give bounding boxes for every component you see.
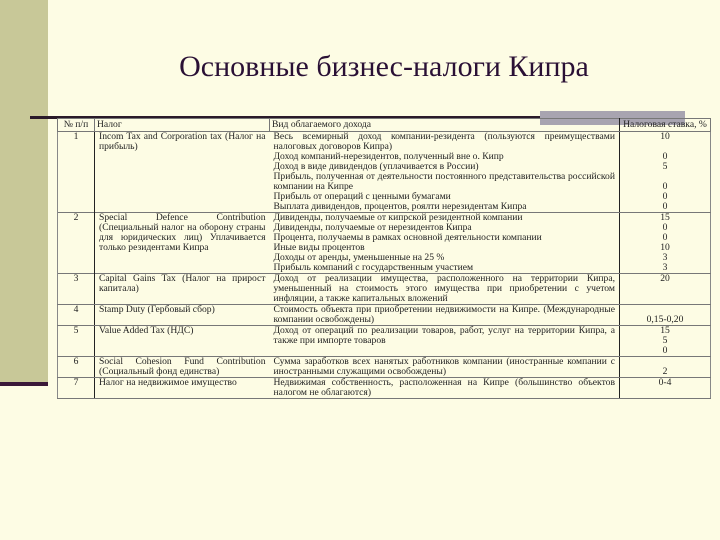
income-type: Выплата дивидендов, процентов, роялти нерезидентам Кипра [270, 202, 620, 213]
tax-rate: 10 [620, 132, 711, 153]
page-title: Основные бизнес-налоги Кипра [179, 50, 589, 83]
income-type: Доход компаний-нерезидентов, полученный вне о. Кипр [270, 152, 620, 162]
header-num: № п/п [58, 119, 95, 132]
table-row [58, 132, 711, 153]
tax-rate: 20 [620, 274, 711, 305]
tax-rate: 0 [620, 152, 711, 162]
tax-name: Stamp Duty (Гербовый сбор) [95, 305, 270, 326]
income-type: Сумма заработков всех нанятых работников компании (иностранные компании с иностранными служащими освобождены) [270, 357, 620, 378]
tax-rate: 0 [620, 172, 711, 192]
table-header [58, 119, 711, 132]
row-number: 4 [58, 305, 95, 326]
tax-rate: 0 [620, 202, 711, 213]
table-row [58, 326, 711, 357]
income-type: Прибыль компаний с государственным участием [270, 263, 620, 274]
table-row [58, 274, 711, 305]
tax-rate: 15 [620, 213, 711, 224]
income-type: Прибыль, полученная от деятельности постоянного представительства российской компании на Кипре [270, 172, 620, 192]
income-type: Доходы от аренды, уменьшенные на 25 % [270, 253, 620, 263]
row-number: 2 [58, 213, 95, 274]
tax-name: Special Defence Contribution (Специальный налог на оборону страны для юридических лиц) Уплачивается только резидентами Кипра [95, 213, 270, 274]
header-tax: Налог [95, 119, 270, 132]
tax-rate: 10 [620, 243, 711, 253]
row-number: 6 [58, 357, 95, 378]
table-row [58, 305, 711, 326]
tax-name: Capital Gains Tax (Налог на прирост капитала) [95, 274, 270, 305]
header-income: Вид облагаемого дохода [270, 119, 620, 132]
header-rate: Налоговая ставка, % [620, 119, 711, 132]
tax-name: Value Added Tax (НДС) [95, 326, 270, 357]
tax-table [57, 118, 711, 399]
side-band [0, 0, 48, 383]
table-row [58, 378, 711, 399]
tax-name: Incom Tax and Corporation tax (Налог на прибыль) [95, 132, 270, 213]
tax-rate: 0 [620, 223, 711, 233]
tax-rate: 3 [620, 263, 711, 274]
income-type: Иные виды процентов [270, 243, 620, 253]
income-type: Дивиденды, получаемые от кипрской резидентной компании [270, 213, 620, 224]
tax-rate: 15 5 0 [620, 326, 711, 357]
tax-rate: 3 [620, 253, 711, 263]
tax-rate: 5 [620, 162, 711, 172]
income-type: Процента, получаемы в рамках основной деятельности компании [270, 233, 620, 243]
tax-rate: 0,15-0,20 [620, 305, 711, 326]
income-type: Доход от реализации имущества, расположенного на территории Кипра, уменьшенный на стоимость этого имущества при приобретении с учетом инфляции, а также капитальных вложений [270, 274, 620, 305]
tax-rate: 0 [620, 233, 711, 243]
tax-rate: 2 [620, 357, 711, 378]
income-type: Недвижимая собственность, расположенная на Кипре (большинство объектов налогом не облагаются) [270, 378, 620, 399]
row-number: 1 [58, 132, 95, 213]
row-number: 5 [58, 326, 95, 357]
side-band-line [0, 382, 48, 386]
income-type: Доход в виде дивидендов (уплачивается в России) [270, 162, 620, 172]
row-number: 7 [58, 378, 95, 399]
tax-rate: 0-4 [620, 378, 711, 399]
tax-rate: 0 [620, 192, 711, 202]
income-type: Прибыль от операций с ценными бумагами [270, 192, 620, 202]
table-row [58, 357, 711, 378]
tax-name: Налог на недвижимое имущество [95, 378, 270, 399]
income-type: Доход от операций по реализации товаров, работ, услуг на территории Кипра, а также при импорте товаров [270, 326, 620, 357]
income-type: Дивиденды, получаемые от нерезидентов Кипра [270, 223, 620, 233]
row-number: 3 [58, 274, 95, 305]
income-type: Весь всемирный доход компании-резидента (пользуются преимуществами налоговых договоров Кипра) [270, 132, 620, 153]
tax-name: Social Cohesion Fund Contribution (Социальный фонд единства) [95, 357, 270, 378]
income-type: Стоимость объекта при приобретении недвижимости на Кипре. (Международные компании освобождены) [270, 305, 620, 326]
